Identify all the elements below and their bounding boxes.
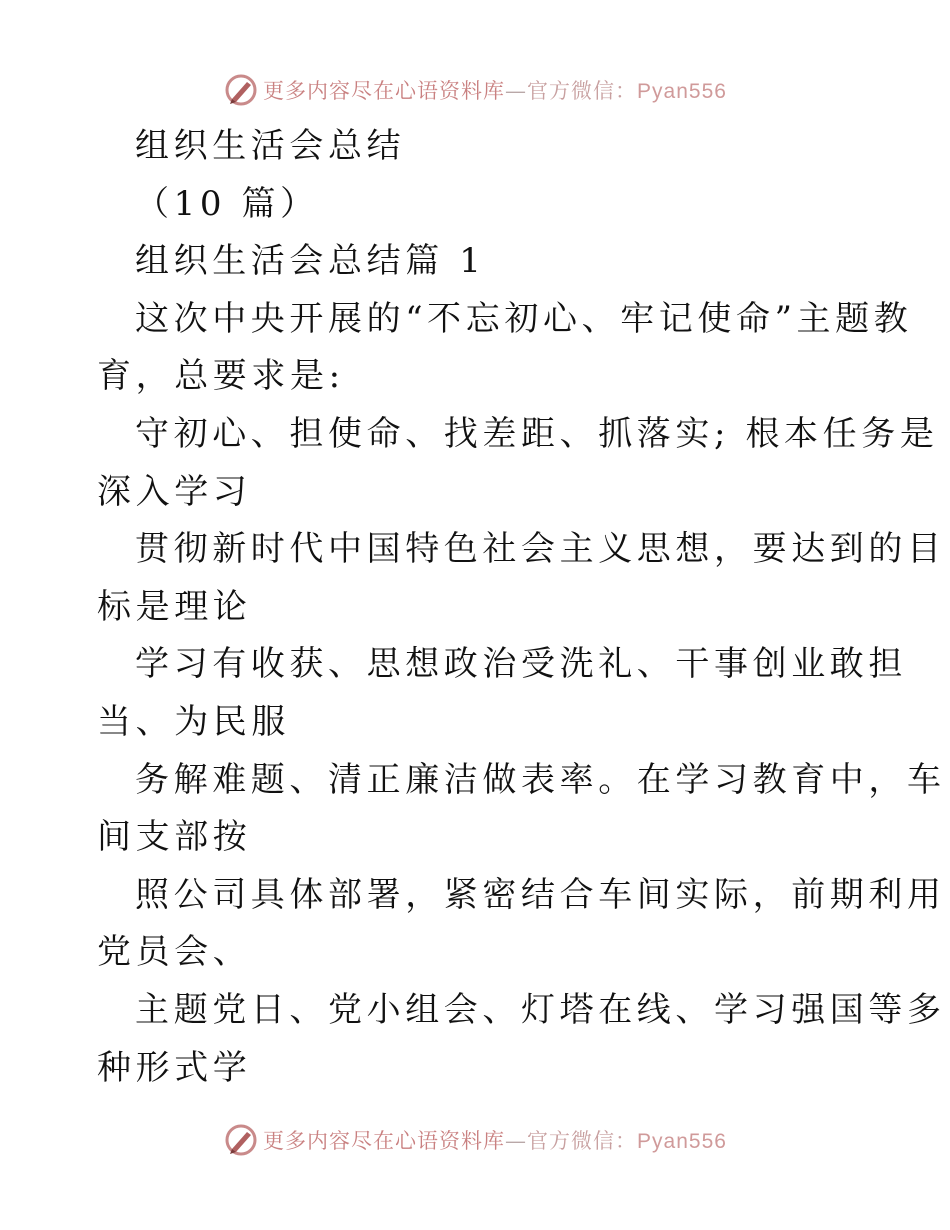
watermark-account: Pyan556 — [637, 1130, 727, 1153]
text-line: 标是理论 — [97, 586, 252, 627]
text-line: 当、为民服 — [97, 701, 290, 742]
text-line: 育，总要求是: — [97, 356, 345, 397]
watermark-separator: — — [505, 79, 528, 103]
text-line: 党员会、 — [97, 932, 252, 973]
watermark-separator: — — [505, 1129, 528, 1153]
watermark-text — [263, 1125, 727, 1155]
text-line: 深入学习 — [97, 471, 252, 512]
watermark-label: 官方微信： — [527, 79, 638, 103]
watermark-brand: 更多内容尽在心语资料库 — [263, 1129, 506, 1153]
pen-logo-icon — [223, 1122, 259, 1158]
text-line: 种形式学 — [97, 1047, 252, 1088]
text-line: 守初心、担使命、找差距、抓落实; 根本任务是 — [135, 413, 939, 454]
text-line: 组织生活会总结 — [135, 126, 406, 166]
text-line: 间支部按 — [97, 817, 252, 858]
text-line: 照公司具体部署，紧密结合车间实际，前期利用 — [135, 874, 946, 915]
footer-watermark — [0, 1120, 950, 1160]
watermark-brand: 更多内容尽在心语资料库 — [263, 79, 506, 103]
watermark-account: Pyan556 — [637, 80, 727, 103]
document-body — [97, 118, 946, 1097]
text-line: 贯彻新时代中国特色社会主义思想，要达到的目 — [135, 529, 946, 570]
text-line: 组织生活会总结篇 1 — [135, 241, 486, 282]
watermark-text — [263, 75, 727, 105]
text-line: 这次中央开展的“不忘初心、牢记使命”主题教 — [135, 298, 913, 339]
header-watermark — [0, 70, 950, 110]
text-line: 学习有收获、思想政治受洗礼、干事创业敢担 — [135, 644, 907, 685]
pen-logo-icon — [223, 72, 259, 108]
text-line: 务解难题、清正廉洁做表率。在学习教育中，车 — [135, 759, 946, 800]
watermark-label: 官方微信： — [527, 1129, 638, 1153]
text-line: （10 篇） — [135, 183, 319, 224]
text-line: 主题党日、党小组会、灯塔在线、学习强国等多 — [135, 989, 946, 1030]
